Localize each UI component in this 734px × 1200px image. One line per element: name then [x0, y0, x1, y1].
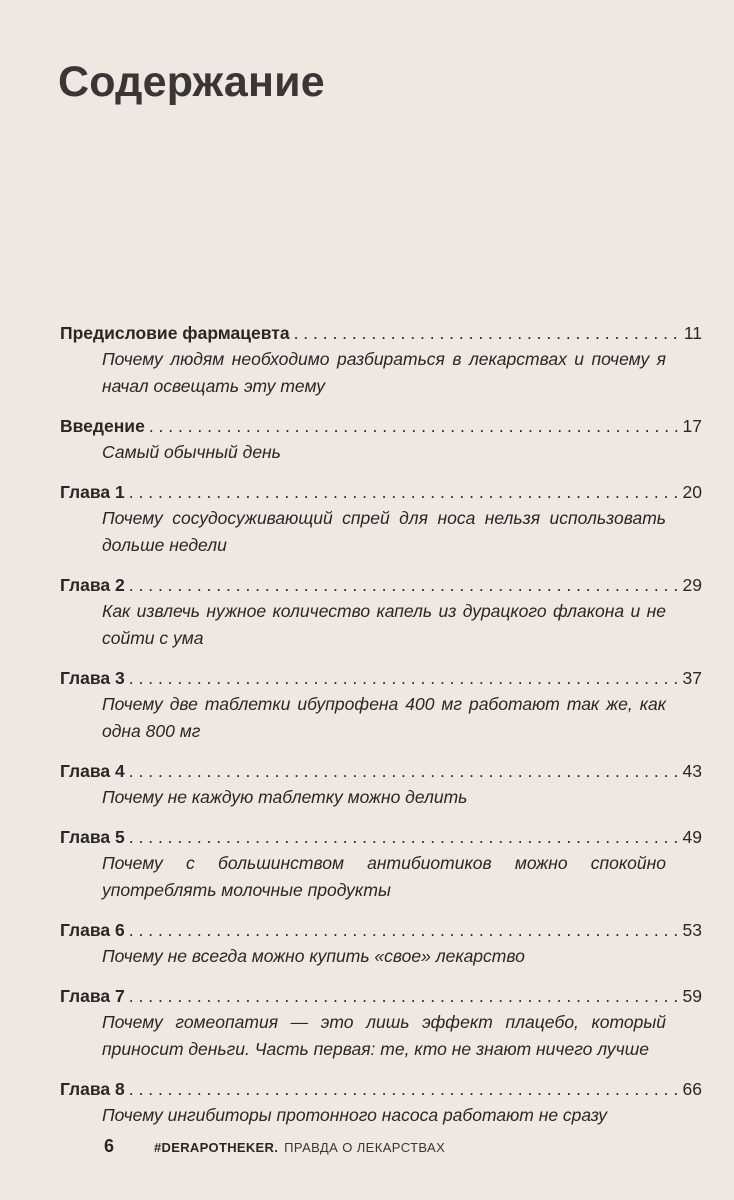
toc-entry [60, 824, 702, 904]
entry-description: Почему не всегда можно купить «свое» лекарство [102, 946, 525, 966]
toc-entry [60, 983, 702, 1063]
toc-entry [60, 665, 702, 745]
entry-page-number: 66 [682, 1079, 702, 1099]
entry-page-number: 20 [682, 482, 702, 502]
entry-description: Почему людям необходимо разбираться в лекарствах и почему я начал освещать эту тему [102, 349, 666, 396]
entry-title: Введение [60, 416, 145, 436]
dot-leader [129, 479, 679, 505]
entry-title: Глава 3 [60, 668, 125, 688]
entry-title: Глава 4 [60, 761, 125, 781]
entry-page-number: 29 [682, 575, 702, 595]
dot-leader [129, 1076, 679, 1102]
dot-leader [129, 572, 679, 598]
toc-entry [60, 413, 702, 466]
entry-description: Почему сосудосуживающий спрей для носа нельзя использовать дольше недели [102, 508, 666, 555]
entry-description: Самый обычный день [102, 442, 281, 462]
toc-entry [60, 572, 702, 652]
toc-entry [60, 320, 702, 400]
toc-entry [60, 917, 702, 970]
entry-description: Почему с большинством антибиотиков можно спокойно употреблять молочные продукты [102, 853, 666, 900]
dot-leader [129, 665, 679, 691]
entry-description: Почему две таблетки ибупрофена 400 мг работают так же, как одна 800 мг [102, 694, 666, 741]
dot-leader [294, 320, 680, 346]
page-number: 6 [104, 1136, 115, 1156]
entry-description: Почему ингибиторы протонного насоса работают не сразу [102, 1105, 608, 1125]
dot-leader [129, 758, 679, 784]
entry-page-number: 43 [682, 761, 702, 781]
entry-page-number: 17 [682, 416, 702, 436]
entry-page-number: 49 [682, 827, 702, 847]
entry-title: Предисловие фармацевта [60, 323, 290, 343]
page-footer [104, 1136, 445, 1157]
entry-page-number: 11 [683, 323, 702, 343]
entry-page-number: 53 [682, 920, 702, 940]
entry-title: Глава 8 [60, 1079, 125, 1099]
entry-title: Глава 2 [60, 575, 125, 595]
entry-title: Глава 7 [60, 986, 125, 1006]
table-of-contents [60, 320, 702, 1142]
entry-description: Почему не каждую таблетку можно делить [102, 787, 468, 807]
toc-entry [60, 479, 702, 559]
page-title: Содержание [58, 58, 325, 106]
toc-entry [60, 758, 702, 811]
entry-page-number: 59 [682, 986, 702, 1006]
entry-title: Глава 5 [60, 827, 125, 847]
entry-description: Почему гомеопатия — это лишь эффект плацебо, который приносит деньги. Часть первая: те, кто не знают ничего лучше [102, 1012, 666, 1059]
toc-entry [60, 1076, 702, 1129]
entry-title: Глава 6 [60, 920, 125, 940]
dot-leader [129, 917, 679, 943]
dot-leader [129, 983, 679, 1009]
entry-title: Глава 1 [60, 482, 125, 502]
entry-page-number: 37 [682, 668, 702, 688]
running-head-title: ПРАВДА О ЛЕКАРСТВАХ [284, 1140, 446, 1155]
entry-description: Как извлечь нужное количество капель из дурацкого флакона и не сойти с ума [102, 601, 666, 648]
dot-leader [129, 824, 679, 850]
dot-leader [149, 413, 679, 439]
running-head-brand: #DERAPOTHEKER. [154, 1140, 279, 1155]
